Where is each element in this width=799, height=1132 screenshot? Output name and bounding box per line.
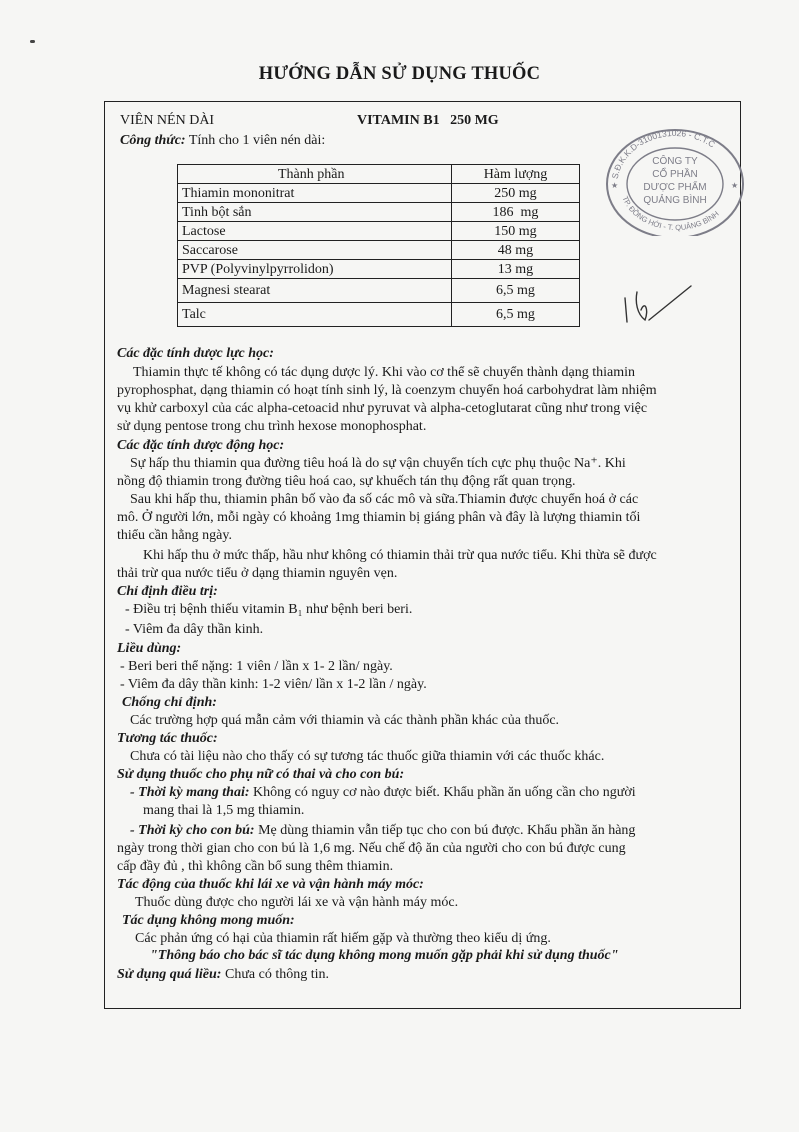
stamp-outer-text: S.Đ.K.K.D-3100131026 - C.T.C: [609, 127, 717, 180]
section-heading-driving: Tác động của thuốc khi lái xe và vận hành máy móc:: [117, 877, 424, 892]
col-name-header: Thành phần: [178, 165, 452, 184]
overdose-text: Chưa có thông tin.: [221, 967, 330, 982]
lactation-label: - Thời kỳ cho con bú:: [130, 823, 255, 838]
text-line: ngày trong thời gian cho con bú là 1,6 mg. Nếu chế độ ăn của người cho con bú được cung: [117, 841, 626, 856]
text-line: cấp đầy đủ , thì không cần bổ sung thêm thiamin.: [117, 859, 394, 874]
ingredient-amount: 186 mg: [452, 203, 580, 222]
text-line: thiểu cần hằng ngày.: [117, 528, 232, 543]
stamp-bottom-text: TP. ĐỒNG HỚI - T. QUẢNG BÌNH: [620, 194, 721, 233]
table-row: [178, 241, 580, 260]
section-heading-pharmacodynamics: Các đặc tính dược lực học:: [117, 346, 274, 361]
list-item: - Beri beri thể nặng: 1 viên / lần x 1- 2 lần/ ngày.: [120, 659, 393, 674]
section-heading-pharmacokinetics: Các đặc tính dược động học:: [117, 438, 285, 453]
company-stamp: [603, 124, 747, 236]
text-line: mang thai là 1,5 mg thiamin.: [143, 803, 305, 818]
pregnancy-line: [130, 784, 636, 802]
ingredient-name: Saccarose: [178, 241, 452, 260]
ingredient-name: Thiamin mononitrat: [178, 184, 452, 203]
stamp-line1: CÔNG TY: [652, 156, 698, 167]
section-heading-interactions: Tương tác thuốc:: [117, 731, 218, 746]
ingredient-name: Tinh bột sắn: [178, 203, 452, 222]
ingredient-amount: 48 mg: [452, 241, 580, 260]
ingredient-amount: 250 mg: [452, 184, 580, 203]
text-line: Sự hấp thu thiamin qua đường tiêu hoá là do sự vận chuyển tích cực phụ thuộc Na⁺. Khi: [130, 456, 626, 471]
scan-speck: [30, 40, 35, 43]
table-row: [178, 222, 580, 241]
table-row: [178, 184, 580, 203]
page-title: HƯỚNG DẪN SỬ DỤNG THUỐC: [258, 64, 541, 84]
table-row: [178, 279, 580, 303]
ingredients-header-row: [178, 165, 580, 184]
formula-text: Tính cho 1 viên nén dài:: [188, 133, 326, 148]
section-heading-pregnancy: Sử dụng thuốc cho phụ nữ có thai và cho con bú:: [117, 767, 405, 782]
text-line: mô. Ở người lớn, mỗi ngày có khoảng 1mg thiamin bị giáng phân và đây là lượng thiamin tối: [117, 510, 641, 525]
lactation-line: [130, 822, 635, 840]
stamp-star-left: ★: [611, 181, 619, 190]
section-heading-indications: Chỉ định điều trị:: [117, 584, 218, 599]
list-item: - Điều trị bệnh thiếu vitamin B₁ như bệnh beri beri.: [125, 602, 413, 617]
ingredient-name: Talc: [178, 303, 452, 327]
pregnancy-label: - Thời kỳ mang thai:: [130, 785, 250, 800]
stamp-line4: QUẢNG BÌNH: [643, 195, 707, 206]
text-line: nồng độ thiamin trong đường tiêu hoá cao, sự khuếch tán thụ động rất quan trọng.: [117, 474, 576, 489]
text-line: Các phản ứng có hại của thiamin rất hiếm gặp và thường theo kiểu dị ứng.: [135, 931, 551, 946]
product-name: VITAMIN B1 250 MG: [357, 113, 499, 128]
section-heading-adverse: Tác dụng không mong muốn:: [122, 913, 295, 928]
stamp-line2: CỔ PHẦN: [652, 169, 698, 180]
text-line: Khi hấp thu ở mức thấp, hầu như không có thiamin thải trừ qua nước tiểu. Khi thừa sẽ được: [143, 548, 657, 563]
ingredient-amount: 6,5 mg: [452, 303, 580, 327]
ingredient-amount: 6,5 mg: [452, 279, 580, 303]
col-amount-header: Hàm lượng: [452, 165, 580, 184]
overdose-line: [117, 966, 329, 984]
formula-line: [120, 133, 325, 149]
pregnancy-text: Không có nguy cơ nào được biết. Khẩu phần ăn uống cần cho người: [249, 785, 636, 800]
formula-label: Công thức:: [120, 133, 186, 148]
ingredient-name: Lactose: [178, 222, 452, 241]
signature: [615, 280, 705, 330]
section-heading-contraindications: Chống chỉ định:: [122, 695, 217, 710]
adverse-notice: "Thông báo cho bác sĩ tác dụng không mong muốn gặp phải khi sử dụng thuốc": [150, 948, 619, 963]
text-line: Thuốc dùng được cho người lái xe và vận hành máy móc.: [135, 895, 459, 910]
ingredient-amount: 150 mg: [452, 222, 580, 241]
lactation-text: Mẹ dùng thiamin vẫn tiếp tục cho con bú được. Khẩu phần ăn hàng: [254, 823, 636, 838]
table-row: [178, 303, 580, 327]
ingredient-amount: 13 mg: [452, 260, 580, 279]
list-item: - Viêm đa dây thần kinh: 1-2 viên/ lần x 1-2 lần / ngày.: [120, 677, 427, 692]
text-line: vụ khử carboxyl của các alpha-cetoacid như pyruvat và alpha-cetoglutarat cũng như trong việc: [117, 401, 648, 416]
stamp-line3: DƯỢC PHẨM: [643, 182, 707, 193]
overdose-label: Sử dụng quá liều:: [117, 967, 222, 982]
text-line: thải trừ qua nước tiểu ở dạng thiamin nguyên vẹn.: [117, 566, 398, 581]
ingredient-name: Magnesi stearat: [178, 279, 452, 303]
ingredients-table: [177, 164, 580, 327]
text-line: sử dụng pentose trong chu trình hexose monophosphat.: [117, 419, 427, 434]
list-item: - Viêm đa dây thần kinh.: [125, 622, 264, 637]
text-line: pyrophosphat, dạng thiamin có hoạt tính sinh lý, là coenzym chuyển hoá carbohydrat làm nhiệm: [117, 383, 657, 398]
text-line: Thiamin thực tế không có tác dụng dược lý. Khi vào cơ thể sẽ chuyển thành dạng thiamin: [133, 365, 635, 380]
stamp-star-right: ★: [731, 181, 739, 190]
text-line: Các trường hợp quá mẫn cảm với thiamin và các thành phần khác của thuốc.: [130, 713, 560, 728]
table-row: [178, 260, 580, 279]
table-row: [178, 203, 580, 222]
ingredient-name: PVP (Polyvinylpyrrolidon): [178, 260, 452, 279]
dosage-form: VIÊN NÉN DÀI: [120, 113, 215, 128]
text-line: Sau khi hấp thu, thiamin phân bố vào đa số các mô và sữa.Thiamin được chuyển hoá ở các: [130, 492, 639, 507]
section-heading-dosage: Liều dùng:: [117, 641, 182, 656]
text-line: Chưa có tài liệu nào cho thấy có sự tương tác thuốc giữa thiamin với các thuốc khác.: [130, 749, 605, 764]
